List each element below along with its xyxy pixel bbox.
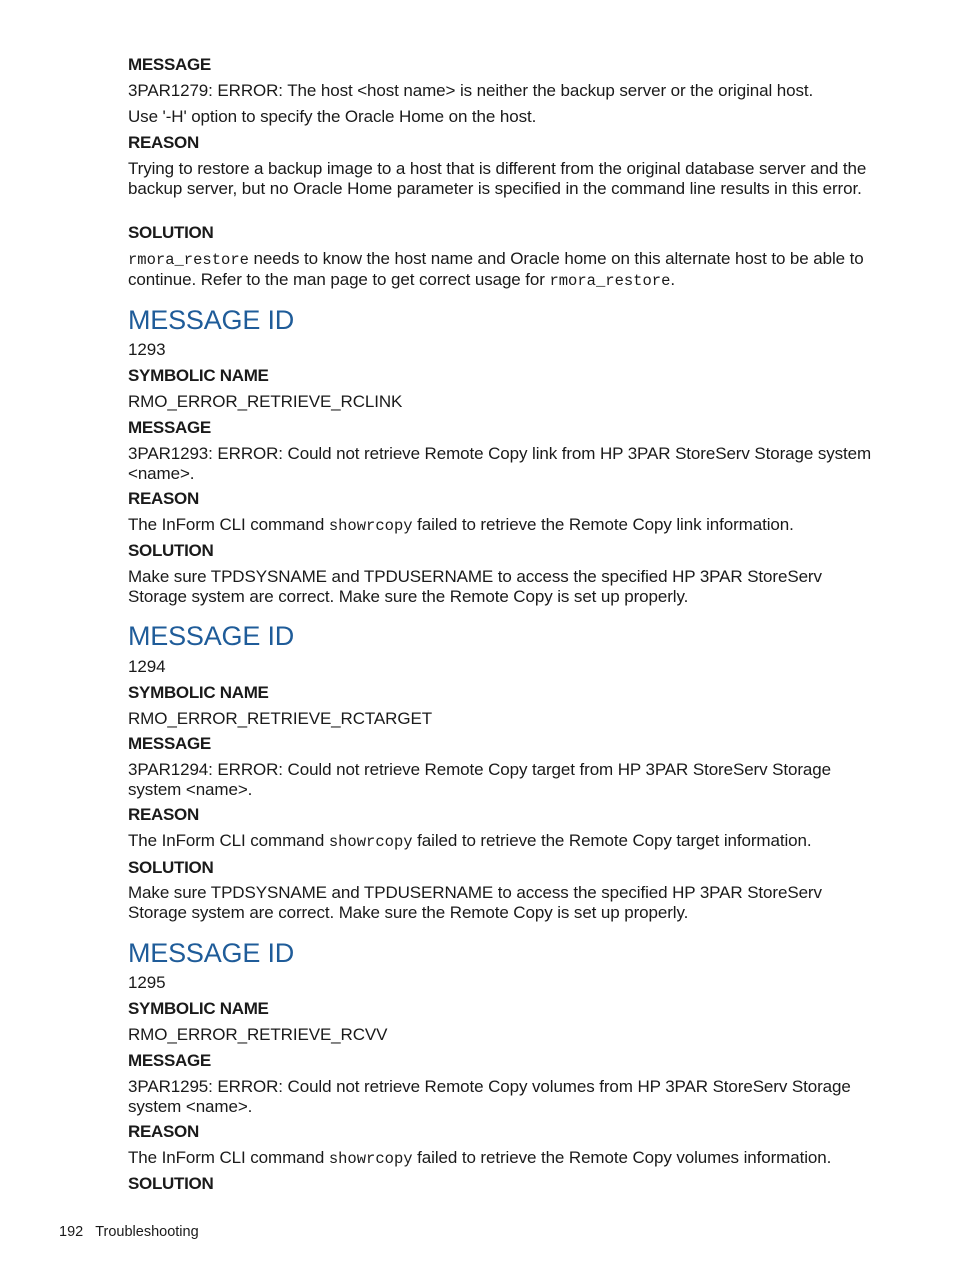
solution-code: rmora_restore	[128, 251, 249, 269]
reason-label: REASON	[128, 1122, 199, 1141]
reason-code: showrcopy	[328, 517, 413, 535]
message-text: 3PAR1279: ERROR: The host <host name> is neither the backup server or the original host.	[128, 81, 814, 100]
symbolic-name-value: RMO_ERROR_RETRIEVE_RCTARGET	[128, 709, 432, 728]
page-number: 192	[59, 1224, 84, 1240]
solution-label: SOLUTION	[128, 858, 214, 877]
reason-text-end: failed to retrieve the Remote Copy target information.	[412, 831, 812, 850]
message-label: MESSAGE	[128, 734, 211, 753]
reason-text	[128, 1148, 872, 1169]
solution-text: Make sure TPDSYSNAME and TPDUSERNAME to access the specified HP 3PAR StoreServ Storage system are correct. Make sure the Remote Copy is set up properly.	[128, 883, 822, 922]
symbolic-name-label: SYMBOLIC NAME	[128, 999, 269, 1018]
reason-label: REASON	[128, 489, 199, 508]
reason-code: showrcopy	[328, 833, 413, 851]
reason-text-part: The InForm CLI command	[128, 831, 329, 850]
footer-section-title: Troubleshooting	[95, 1224, 199, 1240]
symbolic-name-label: SYMBOLIC NAME	[128, 683, 269, 702]
solution-label: SOLUTION	[128, 1174, 214, 1193]
solution-text: Make sure TPDSYSNAME and TPDUSERNAME to access the specified HP 3PAR StoreServ Storage system are correct. Make sure the Remote Copy is set up properly.	[128, 567, 822, 606]
solution-text-end: .	[670, 270, 675, 289]
reason-text-part: The InForm CLI command	[128, 515, 329, 534]
reason-text-end: failed to retrieve the Remote Copy link information.	[412, 515, 794, 534]
reason-text-part: The InForm CLI command	[128, 1148, 329, 1167]
message-text-continued: Use '-H' option to specify the Oracle Home on the host.	[128, 107, 537, 126]
solution-label: SOLUTION	[128, 541, 214, 560]
symbolic-name-label: SYMBOLIC NAME	[128, 366, 269, 385]
solution-text-part: needs to know the host name and Oracle home on this alternate host to be able to continue. Refer to the man page to get correct usage for	[128, 249, 864, 289]
section-heading: MESSAGE ID	[128, 305, 295, 335]
message-label: MESSAGE	[128, 418, 211, 437]
message-label: MESSAGE	[128, 55, 211, 74]
message-id-value: 1294	[128, 657, 166, 676]
reason-text-end: failed to retrieve the Remote Copy volumes information.	[412, 1148, 832, 1167]
section-heading: MESSAGE ID	[128, 621, 295, 651]
symbolic-name-value: RMO_ERROR_RETRIEVE_RCVV	[128, 1025, 388, 1044]
reason-code: showrcopy	[328, 1150, 413, 1168]
symbolic-name-value: RMO_ERROR_RETRIEVE_RCLINK	[128, 392, 403, 411]
reason-text	[128, 515, 872, 536]
message-id-value: 1295	[128, 973, 166, 992]
message-id-value: 1293	[128, 340, 166, 359]
reason-label: REASON	[128, 133, 199, 152]
reason-label: REASON	[128, 805, 199, 824]
solution-label: SOLUTION	[128, 223, 214, 242]
message-label: MESSAGE	[128, 1051, 211, 1070]
message-text: 3PAR1294: ERROR: Could not retrieve Remote Copy target from HP 3PAR StoreServ Storage system <name>.	[128, 760, 831, 799]
page-footer	[59, 1222, 199, 1242]
message-text: 3PAR1293: ERROR: Could not retrieve Remote Copy link from HP 3PAR StoreServ Storage system <name>.	[128, 444, 872, 483]
reason-text	[128, 831, 872, 852]
section-heading: MESSAGE ID	[128, 938, 295, 968]
solution-code-2: rmora_restore	[549, 272, 671, 290]
solution-text	[128, 249, 872, 291]
message-text: 3PAR1295: ERROR: Could not retrieve Remote Copy volumes from HP 3PAR StoreServ Storage system <name>.	[128, 1077, 851, 1116]
reason-text: Trying to restore a backup image to a host that is different from the original database server and the backup server, but no Oracle Home parameter is specified in the command line results in this error.	[128, 159, 867, 198]
